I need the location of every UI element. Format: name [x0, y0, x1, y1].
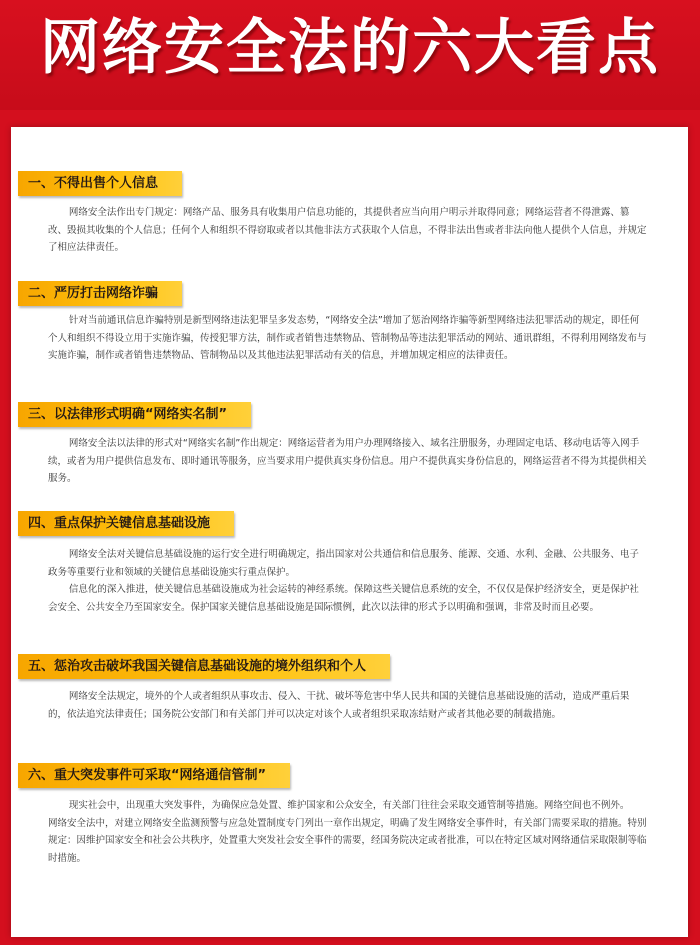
section-body — [48, 204, 648, 257]
paragraph: 针对当前通讯信息诈骗特别是新型网络违法犯罪呈多发态势，“网络安全法”增加了惩治网络诈骗等新型网络违法犯罪活动的规定，即任何个人和组织不得设立用于实施诈骗，传授犯罪方法，制作或者销售违禁物品、管制物品等违法犯罪活动的网站、通讯群组，不得利用网络发布与实施诈骗，制作或者销售违禁物品、管制物品以及其他违法犯罪活动有关的信息，并增加规定相应的法律责任。 — [48, 315, 647, 361]
paragraph: 网络安全法作出专门规定：网络产品、服务具有收集用户信息功能的，其提供者应当向用户明示并取得同意；网络运营者不得泄露、篡改、毁损其收集的个人信息；任何个人和组织不得窃取或者以其他非法方式获取个人信息，不得非法出售或者非法向他人提供个人信息，并规定了相应法律责任。 — [48, 207, 647, 253]
header-band — [0, 0, 700, 110]
section-body — [48, 688, 648, 723]
section-body — [48, 546, 648, 616]
section-heading: 一、不得出售个人信息 — [18, 171, 182, 196]
content-panel — [11, 127, 688, 937]
paragraph: 信息化的深入推进，使关键信息基础设施成为社会运转的神经系统。保障这些关键信息系统的安全，不仅仅是保护经济安全，更是保护社会安全、公共安全乃至国家安全。保护国家关键信息基础设施是国际惯例，此次以法律的形式予以明确和强调，非常及时而且必要。 — [48, 584, 639, 613]
section-heading: 二、严厉打击网络诈骗 — [18, 281, 182, 306]
section-body — [48, 797, 648, 867]
paragraph: 网络安全法中，对建立网络安全监测预警与应急处置制度专门列出一章作出规定，明确了发生网络安全事件时，有关部门需要采取的措施。特别规定：因维护国家安全和社会公共秩序，处置重大突发社会安全事件的需要，经国务院决定或者批准，可以在特定区域对网络通信采取限制等临时措施。 — [48, 817, 647, 864]
paragraph: 网络安全法以法律的形式对“网络实名制”作出规定：网络运营者为用户办理网络接入、域名注册服务，办理固定电话、移动电话等入网手续，或者为用户提供信息发布、即时通讯等服务，应当要求用户提供真实身份信息。用户不提供真实身份信息的，网络运营者不得为其提供相关服务。 — [48, 438, 647, 484]
section-heading: 三、以法律形式明确“网络实名制” — [18, 402, 251, 427]
paragraph: 网络安全法对关键信息基础设施的运行安全进行明确规定，指出国家对公共通信和信息服务、能源、交通、水利、金融、公共服务、电子政务等重要行业和领域的关键信息基础设施实行重点保护。 — [48, 549, 639, 578]
paragraph: 网络安全法规定，境外的个人或者组织从事攻击、侵入、干扰、破坏等危害中华人民共和国的关键信息基础设施的活动，造成严重后果的，依法追究法律责任；国务院公安部门和有关部门并可以决定对该个人或者组织采取冻结财产或者其他必要的制裁措施。 — [48, 691, 630, 720]
paragraph: 现实社会中，出现重大突发事件，为确保应急处置、维护国家和公众安全，有关部门往往会采取交通管制等措施。网络空间也不例外。 — [68, 800, 630, 811]
page-title: 网络安全法的六大看点 — [40, 13, 660, 83]
section-heading: 六、重大突发事件可采取“网络通信管制” — [18, 763, 290, 788]
section-body — [48, 312, 648, 365]
section-heading: 五、惩治攻击破坏我国关键信息基础设施的境外组织和个人 — [18, 654, 390, 679]
section-body — [48, 435, 648, 488]
section-heading: 四、重点保护关键信息基础设施 — [18, 511, 234, 536]
